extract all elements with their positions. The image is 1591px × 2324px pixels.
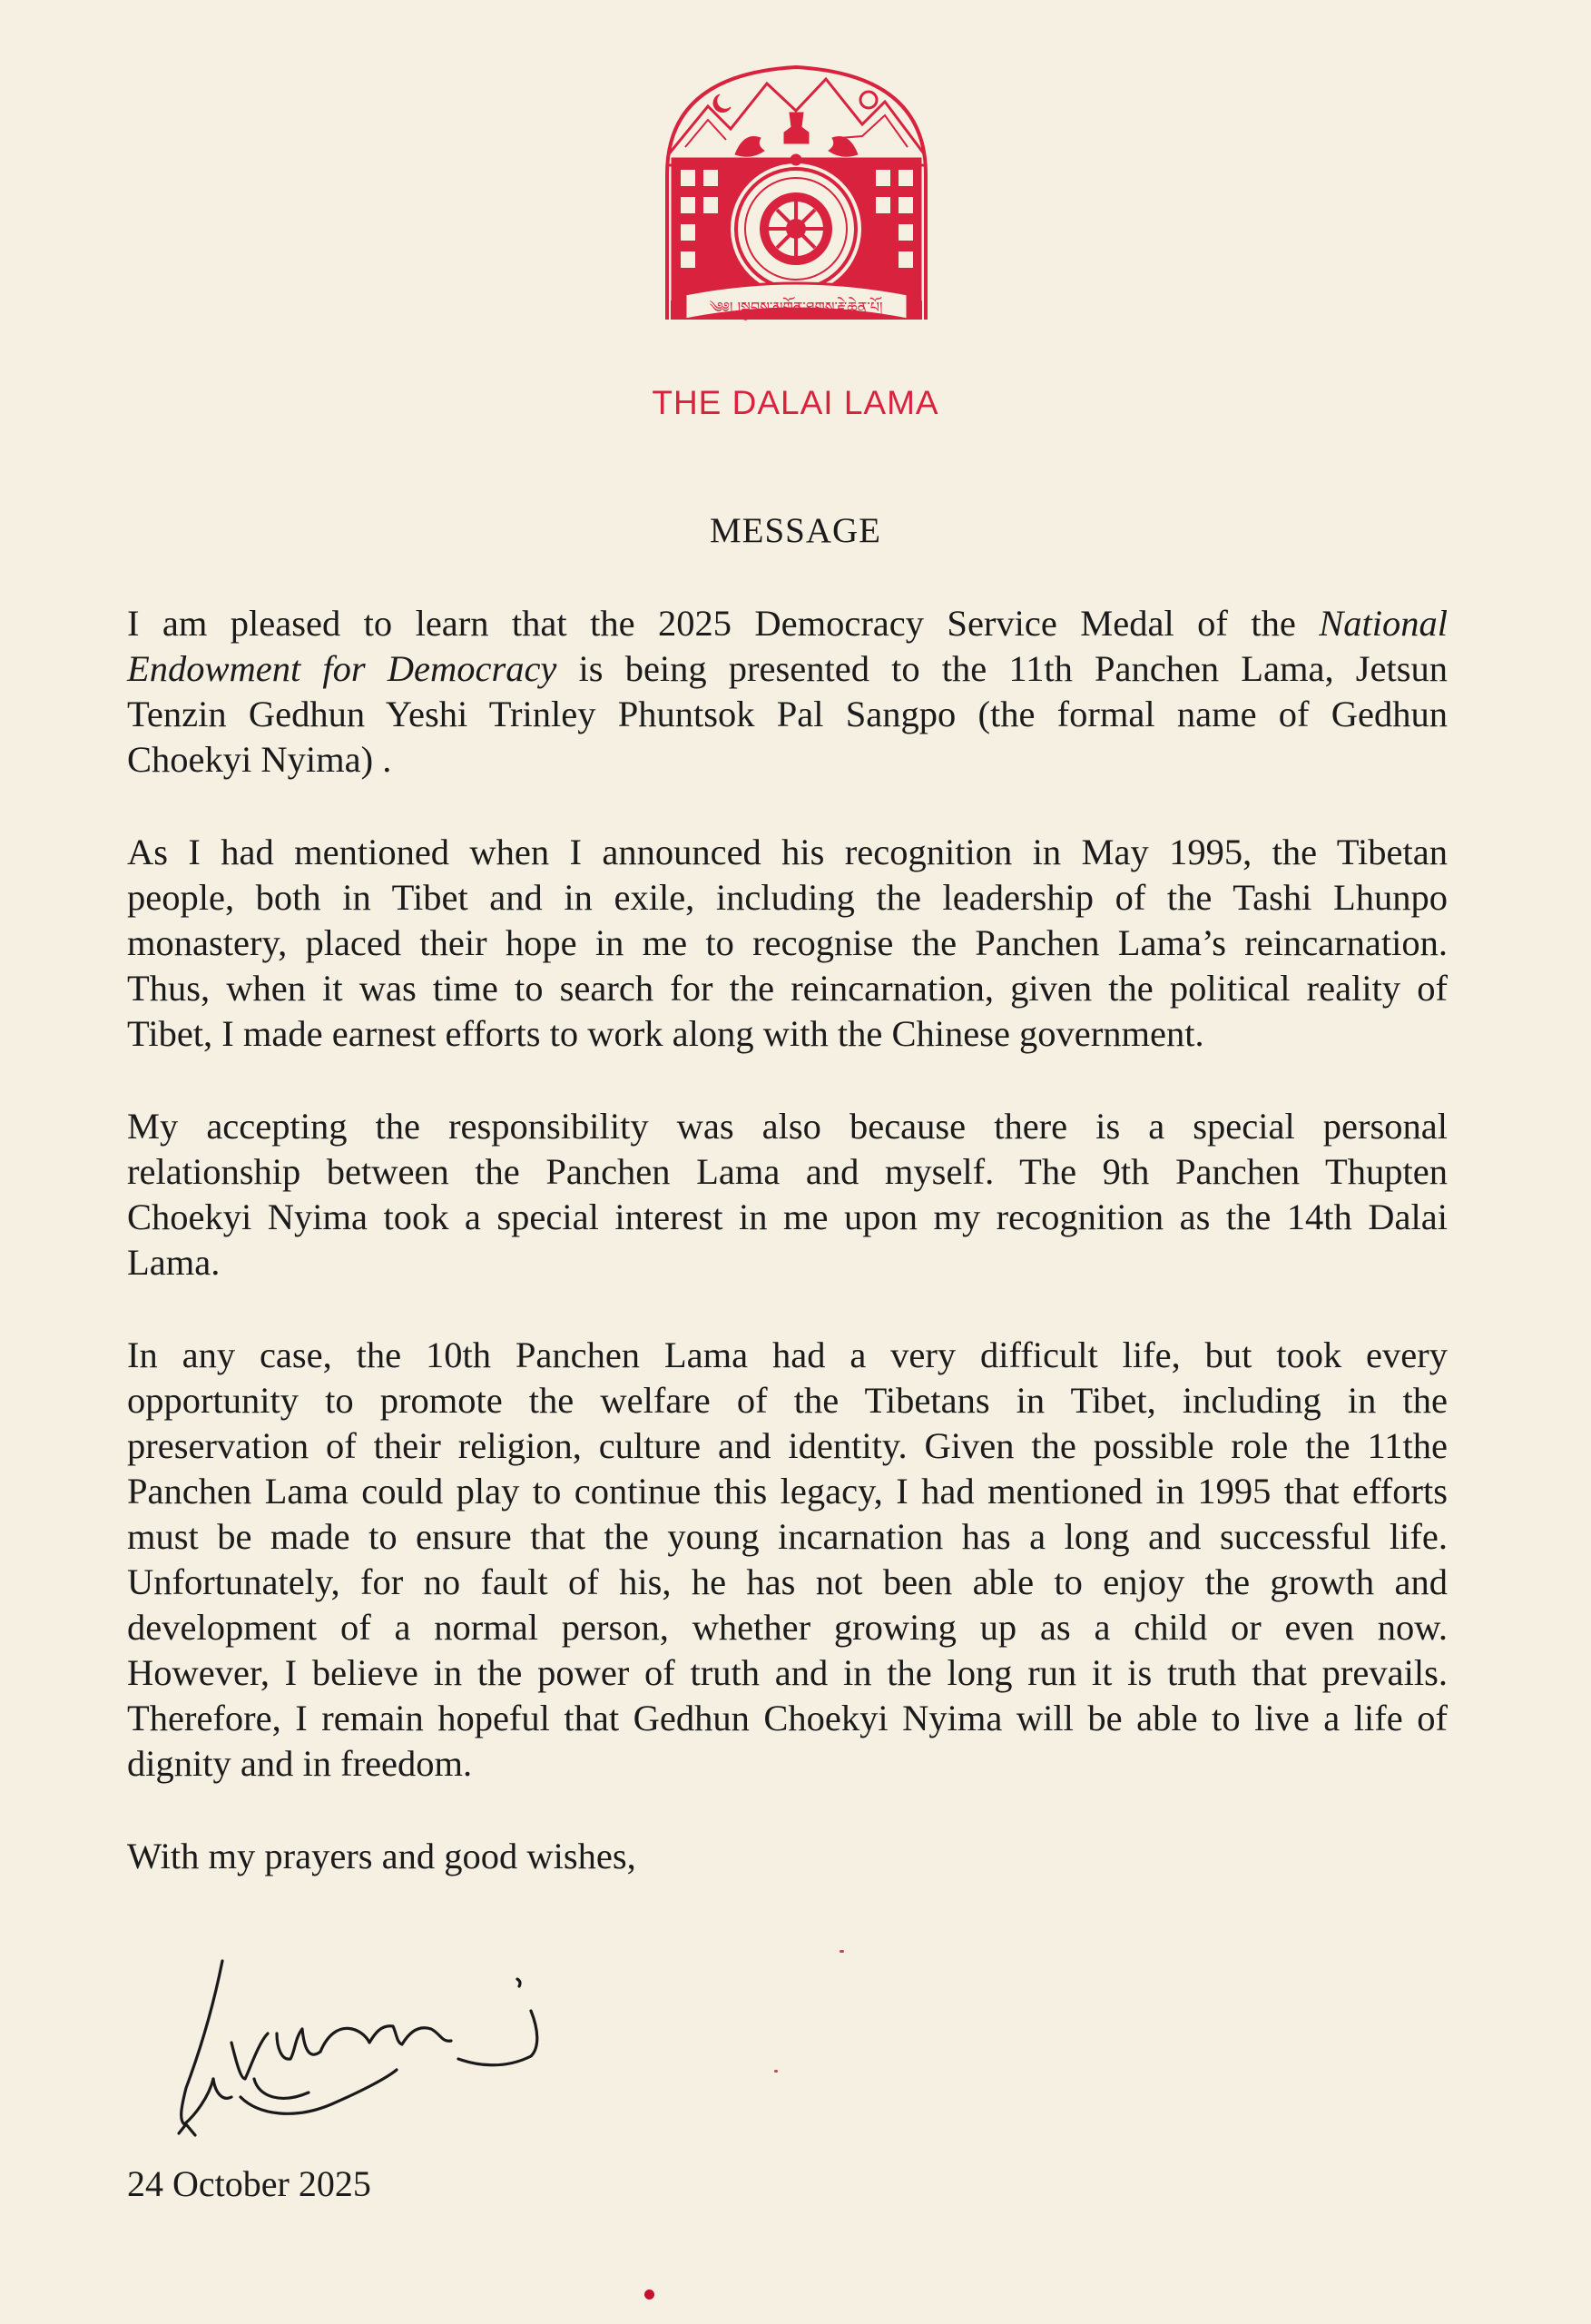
date-text: 24 October 2025: [127, 2163, 371, 2204]
text-line: Thus, when it was time to search for the reincarnation, given the political reality of: [127, 968, 1448, 1009]
text-line: Tenzin Gedhun Yeshi Trinley Phuntsok Pal Sangpo (the formal name of Gedhun: [127, 694, 1448, 734]
letterhead-name: THE DALAI LAMA: [652, 384, 939, 421]
text-line: monastery, placed their hope in me to recognise the Panchen Lama’s reincarnation.: [127, 922, 1448, 963]
text-line: dignity and in freedom.: [127, 1743, 473, 1784]
text-line: As I had mentioned when I announced his recognition in May 1995, the Tibetan: [127, 832, 1448, 872]
speck-mark: [840, 1950, 844, 1953]
text-line: Choekyi Nyima took a special interest in me upon my recognition as the 14th Dalai: [127, 1196, 1448, 1237]
message-body: [127, 601, 1448, 1879]
paragraph-2: [127, 830, 1448, 1057]
text-line: Unfortunately, for no fault of his, he has not been able to enjoy the growth and: [127, 1561, 1448, 1602]
text-run: is being presented to the 11th Panchen Lama, Jetsun: [556, 648, 1449, 689]
seal-banner-text: ༄༅། །སྐྱབས་མགོན་ཐུགས་རྗེ་ཆེན་པོ།: [709, 299, 883, 316]
text-line: Tibet, I made earnest efforts to work along with the Chinese government.: [127, 1013, 1204, 1054]
text-line: In any case, the 10th Panchen Lama had a very difficult life, but took every: [127, 1334, 1448, 1375]
paragraph-3: [127, 1104, 1448, 1285]
dalai-lama-seal-icon: [631, 56, 962, 329]
text-line: However, I believe in the power of truth and in the long run it is truth that prevails.: [127, 1652, 1448, 1693]
text-line: Therefore, I remain hopeful that Gedhun Choekyi Nyima will be able to live a life of: [127, 1698, 1448, 1738]
paragraph-4: [127, 1333, 1448, 1787]
text-line: Choekyi Nyima) .: [127, 739, 392, 780]
organization-name-italic: National: [1319, 603, 1448, 644]
paragraph-1: [127, 601, 1448, 783]
red-dot-mark: [644, 2290, 654, 2299]
page-title: MESSAGE: [709, 511, 882, 550]
text-line: preservation of their religion, culture and identity. Given the possible role the 11the: [127, 1425, 1448, 1466]
text-line: Lama.: [127, 1242, 221, 1283]
text-line: My accepting the responsibility was also because there is a special personal: [127, 1106, 1448, 1147]
organization-name-italic: Endowment for Democracy: [127, 648, 557, 689]
text-line: relationship between the Panchen Lama and myself. The 9th Panchen Thupten: [127, 1151, 1448, 1192]
signature-icon: [159, 1943, 740, 2152]
closing-line: With my prayers and good wishes,: [127, 1836, 636, 1876]
text-line: [127, 646, 1448, 692]
text-line: Panchen Lama could play to continue this legacy, I had mentioned in 1995 that efforts: [127, 1471, 1448, 1512]
text-line: people, both in Tibet and in exile, including the leadership of the Tashi Lhunpo: [127, 877, 1448, 918]
text-run: I am pleased to learn that the 2025 Democracy Service Medal of the: [127, 603, 1320, 644]
text-line: [127, 601, 1448, 646]
speck-mark: [774, 2070, 778, 2073]
text-line: must be made to ensure that the young incarnation has a long and successful life.: [127, 1516, 1448, 1557]
text-line: development of a normal person, whether growing up as a child or even now.: [127, 1607, 1448, 1648]
text-line: opportunity to promote the welfare of the Tibetans in Tibet, including in the: [127, 1380, 1448, 1421]
